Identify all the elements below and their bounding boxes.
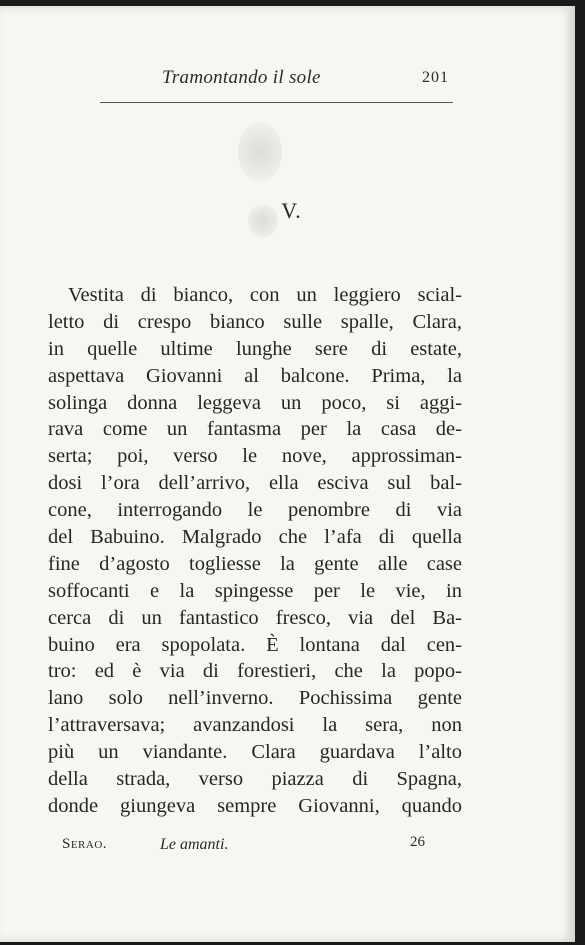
text-line: letto di crespo bianco sulle spalle, Clara,	[48, 310, 462, 333]
text-line: donde giungeva sempre Giovanni, quando	[48, 794, 462, 817]
chapter-heading: V.	[281, 198, 302, 223]
text-line: della strada, verso piazza di Spagna,	[48, 768, 462, 791]
running-header	[0, 67, 575, 91]
text-line: lano solo nell’inverno. Pochissima gente	[48, 687, 462, 710]
text-line: soffocanti e la spingesse per le vie, in	[48, 579, 462, 602]
text-line: tro: ed è via di forestieri, che la popo-	[48, 660, 462, 683]
book-page	[0, 6, 575, 942]
page-footer	[62, 836, 462, 858]
text-line: del Babuino. Malgrado che l’afa di quella	[48, 526, 462, 549]
paper-smudge	[238, 122, 282, 182]
footer-author: Serao.	[62, 836, 108, 852]
text-line: cerca di un fantastico fresco, via del Ba-	[48, 606, 462, 629]
text-line: serta; poi, verso le nove, approssiman-	[48, 445, 462, 468]
text-line: solinga donna leggeva un poco, si aggi-	[48, 391, 462, 414]
text-line: Vestita di bianco, con un leggiero scial-	[68, 284, 462, 306]
header-rule	[100, 102, 453, 103]
text-line: più un viandante. Clara guardava l’alto	[48, 741, 462, 764]
text-line: dosi l’ora dell’arrivo, ella esciva sul bal-	[48, 472, 462, 495]
text-line: cone, interrogando le penombre di via	[48, 499, 462, 522]
body-text	[48, 282, 462, 820]
text-line: fine d’agosto togliesse la gente alle case	[48, 552, 462, 575]
page-number: 201	[422, 69, 449, 86]
footer-book-title: Le amanti.	[160, 836, 229, 853]
signature-mark: 26	[410, 834, 425, 850]
text-line: aspettava Giovanni al balcone. Prima, la	[48, 364, 462, 387]
text-line: buino era spopolata. È lontana dal cen-	[48, 633, 462, 656]
text-line: rava come un fantasma per la casa de-	[48, 418, 462, 441]
running-title: Tramontando il sole	[162, 67, 321, 88]
text-line: l’attraversava; avanzandosi la sera, non	[48, 714, 462, 737]
text-line: in quelle ultime lunghe sere di estate,	[48, 337, 462, 360]
